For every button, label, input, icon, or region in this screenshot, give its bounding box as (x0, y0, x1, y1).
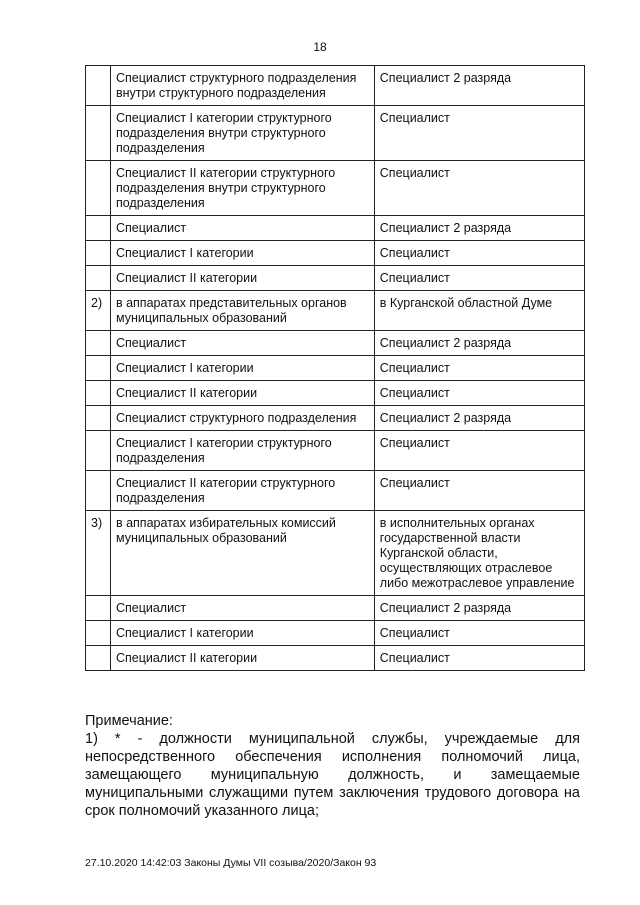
table-row (86, 471, 585, 511)
corresponding-rank-cell: в исполнительных органах государственной власти Курганской области, осуществляющих отраслевое либо межотраслевое управление (374, 511, 584, 596)
note-block (85, 712, 580, 820)
table-row (86, 66, 585, 106)
row-number-cell (86, 646, 111, 671)
row-number-cell (86, 66, 111, 106)
row-number-cell (86, 596, 111, 621)
row-number-cell (86, 356, 111, 381)
table-row (86, 646, 585, 671)
row-number-cell: 3) (86, 511, 111, 596)
row-number-cell: 2) (86, 291, 111, 331)
position-name-cell: Специалист I категории (110, 241, 374, 266)
position-name-cell: Специалист II категории (110, 266, 374, 291)
position-name-cell: Специалист II категории структурного подразделения (110, 471, 374, 511)
corresponding-rank-cell: Специалист 2 разряда (374, 216, 584, 241)
row-number-cell (86, 331, 111, 356)
row-number-cell (86, 241, 111, 266)
corresponding-rank-cell: Специалист 2 разряда (374, 331, 584, 356)
corresponding-rank-cell: Специалист (374, 621, 584, 646)
table-row (86, 431, 585, 471)
table-row (86, 106, 585, 161)
corresponding-rank-cell: Специалист 2 разряда (374, 406, 584, 431)
table-row (86, 331, 585, 356)
corresponding-rank-cell: Специалист (374, 471, 584, 511)
corresponding-rank-cell: Специалист (374, 356, 584, 381)
row-number-cell (86, 266, 111, 291)
corresponding-rank-cell: Специалист (374, 646, 584, 671)
corresponding-rank-cell: Специалист (374, 381, 584, 406)
corresponding-rank-cell: Специалист 2 разряда (374, 66, 584, 106)
position-name-cell: Специалист II категории (110, 381, 374, 406)
table-row (86, 406, 585, 431)
corresponding-rank-cell: Специалист (374, 266, 584, 291)
position-name-cell: Специалист (110, 331, 374, 356)
position-name-cell: Специалист (110, 596, 374, 621)
row-number-cell (86, 161, 111, 216)
position-name-cell: Специалист I категории структурного подразделения (110, 431, 374, 471)
row-number-cell (86, 406, 111, 431)
positions-table-body (86, 66, 585, 671)
row-number-cell (86, 216, 111, 241)
position-name-cell: Специалист (110, 216, 374, 241)
row-number-cell (86, 106, 111, 161)
position-name-cell: Специалист II категории структурного подразделения внутри структурного подразделения (110, 161, 374, 216)
table-row (86, 266, 585, 291)
table-row (86, 596, 585, 621)
position-name-cell: Специалист I категории (110, 621, 374, 646)
position-name-cell: в аппаратах избирательных комиссий муниципальных образований (110, 511, 374, 596)
table-row (86, 161, 585, 216)
corresponding-rank-cell: Специалист (374, 431, 584, 471)
corresponding-rank-cell: Специалист (374, 241, 584, 266)
position-name-cell: в аппаратах представительных органов муниципальных образований (110, 291, 374, 331)
table-row (86, 241, 585, 266)
position-name-cell: Специалист II категории (110, 646, 374, 671)
note-title: Примечание: (85, 713, 173, 729)
table-row (86, 621, 585, 646)
table-row (86, 291, 585, 331)
row-number-cell (86, 471, 111, 511)
table-row (86, 381, 585, 406)
row-number-cell (86, 431, 111, 471)
row-number-cell (86, 621, 111, 646)
table-row (86, 511, 585, 596)
corresponding-rank-cell: в Курганской областной Думе (374, 291, 584, 331)
positions-table (85, 65, 585, 671)
table-row (86, 356, 585, 381)
table-row (86, 216, 585, 241)
corresponding-rank-cell: Специалист (374, 106, 584, 161)
footer-text: 27.10.2020 14:42:03 Законы Думы VII созыва/2020/Закон 93 (85, 857, 377, 869)
corresponding-rank-cell: Специалист (374, 161, 584, 216)
row-number-cell (86, 381, 111, 406)
note-text: 1) * - должности муниципальной службы, учреждаемые для непосредственного обеспечения исполнения полномочий лица, замещающего муниципальную должность, и замещаемые муниципальными служащими путем заключения трудового договора на срок полномочий указанного лица; (85, 731, 580, 819)
position-name-cell: Специалист I категории (110, 356, 374, 381)
position-name-cell: Специалист I категории структурного подразделения внутри структурного подразделения (110, 106, 374, 161)
page-number: 18 (313, 40, 327, 54)
position-name-cell: Специалист структурного подразделения внутри структурного подразделения (110, 66, 374, 106)
corresponding-rank-cell: Специалист 2 разряда (374, 596, 584, 621)
position-name-cell: Специалист структурного подразделения (110, 406, 374, 431)
